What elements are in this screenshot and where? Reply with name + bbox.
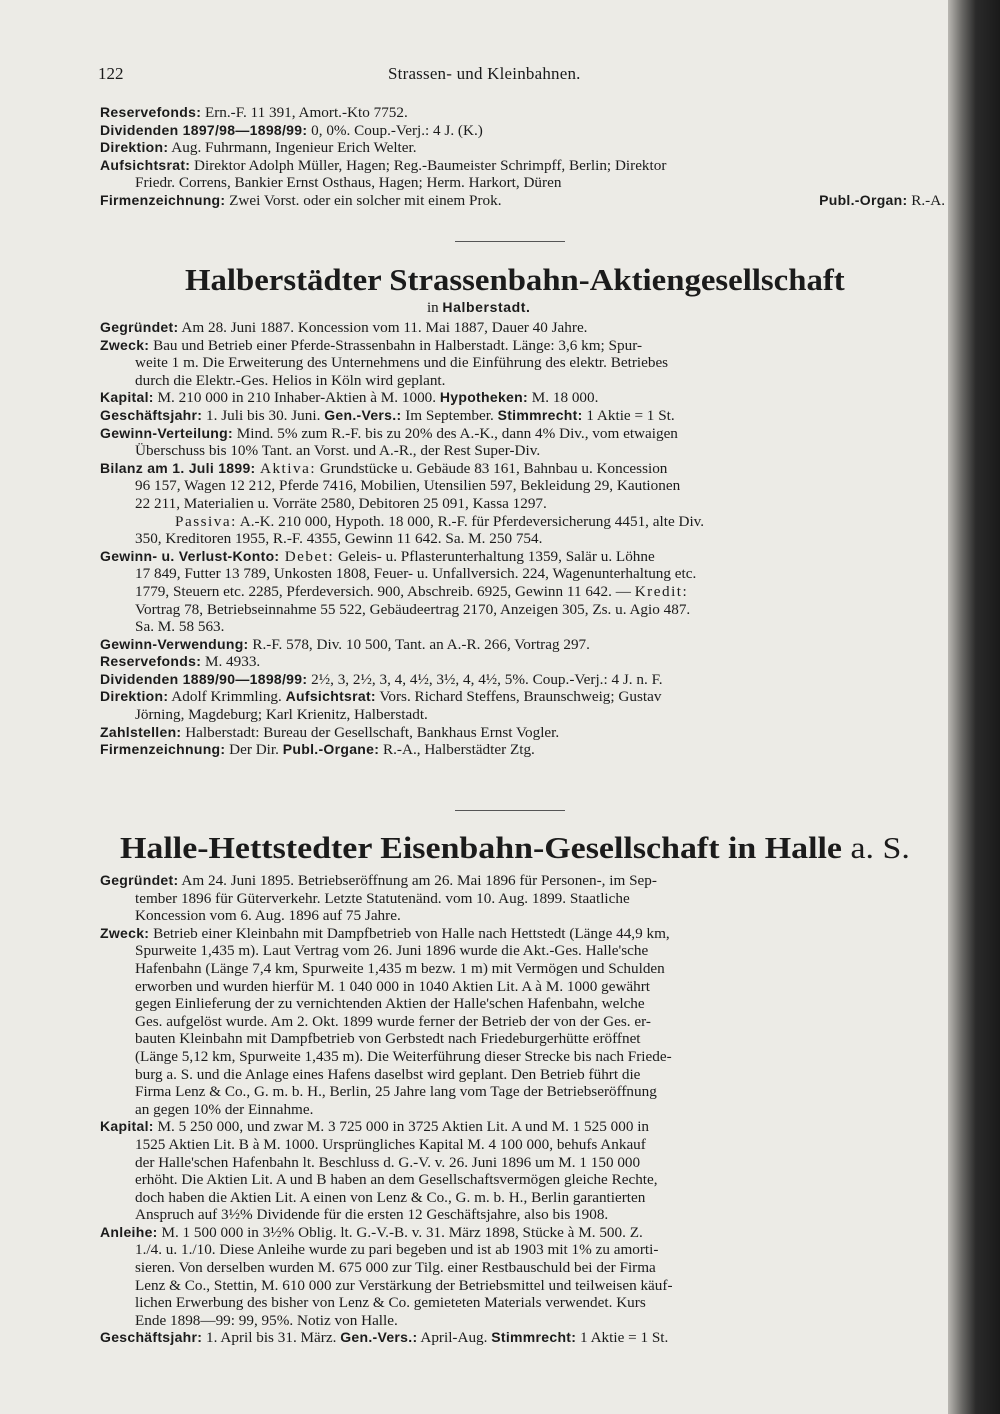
field-text: sieren. Von derselben wurden M. 675 000 zur Tilg. einer Restbauschuld bei der Firma (135, 1259, 656, 1277)
page-edge-shadow (948, 0, 1000, 1414)
field-text: M. 1 500 000 in 3½% Oblig. lt. G.-V.-B. v. 31. März 1898, Stücke à M. 500. Z. (157, 1223, 643, 1241)
text-line (100, 960, 945, 978)
field-label: Gen.-Vers.: (324, 406, 402, 423)
field-text: Koncession vom 6. Aug. 1896 auf 75 Jahre. (135, 907, 401, 925)
field-text: lichen Erwerbung des bisher von Lenz & Co. gemieteten Materials verwendet. Kurs (135, 1294, 646, 1312)
text-line (100, 907, 945, 925)
field-text: M. 5 250 000, und zwar M. 3 725 000 in 3725 Aktien Lit. A und M. 1 525 000 in (153, 1118, 650, 1136)
text-line (100, 1224, 945, 1242)
field-label: Kapital: (100, 1118, 154, 1135)
spaced-heading: Passiva: (175, 512, 237, 530)
field-text: weite 1 m. Die Erweiterung des Unternehmens und die Einführung des elektr. Betriebes (135, 354, 669, 372)
text-line (100, 890, 945, 908)
field-text: Firma Lenz & Co., G. m. b. H., Berlin, 25 Jahre lang vom Tage der Betriebseröffnung (135, 1083, 657, 1101)
text-line (100, 1083, 945, 1101)
company-title-text: Halberstädter Strassenbahn-Aktiengesellschaft (185, 262, 845, 297)
right-aligned-group (819, 192, 945, 210)
field-label: Firmenzeichnung: (100, 741, 226, 758)
field-text: Direktor Adolph Müller, Hagen; Reg.-Baumeister Schrimpff, Berlin; Direktor (190, 156, 667, 174)
field-text: Friedr. Correns, Bankier Ernst Osthaus, Hagen; Herm. Harkort, Düren (135, 174, 562, 192)
text-line (100, 1189, 945, 1207)
field-text: A.-K. 210 000, Hypoth. 18 000, R.-F. für Pferdeversicherung 4451, alte Div. (236, 512, 705, 530)
field-label: Zweck: (100, 924, 150, 941)
field-text: 1. Juli bis 30. Juni. (202, 406, 325, 424)
field-text: Betrieb einer Kleinbahn mit Dampfbetrieb von Halle nach Hettstedt (Länge 44,9 km, (149, 924, 670, 942)
company-title-halle-hettstedt (120, 830, 910, 866)
field-label: Publ.-Organe: (282, 741, 380, 758)
text-line (100, 1136, 945, 1154)
text-line (100, 1206, 945, 1224)
field-text: an gegen 10% der Einnahme. (135, 1100, 314, 1118)
text-line (100, 1294, 945, 1312)
section-divider (455, 241, 565, 242)
text-line (100, 565, 945, 583)
field-text: Spurweite 1,435 m). Laut Vertrag vom 26. Juni 1896 wurde die Akt.-Ges. Halle'sche (135, 942, 649, 960)
field-text: erhöht. Die Aktien Lit. A und B haben an dem Gesellschaftsvermögen gleiche Rechte, (135, 1171, 658, 1189)
field-text: Jörning, Magdeburg; Karl Krienitz, Halberstadt. (135, 706, 428, 724)
text-line (100, 724, 945, 742)
text-line (100, 1171, 945, 1189)
company-title-text: Halle-Hettstedter Eisenbahn-Gesellschaft in Halle (120, 830, 842, 865)
text-line (100, 513, 945, 531)
field-label: Direktion: (100, 139, 169, 156)
text-line (100, 1101, 945, 1119)
field-label: Geschäftsjahr: (100, 1329, 203, 1346)
text-line (100, 688, 945, 706)
field-label: Reservefonds: (100, 653, 202, 670)
field-label: Geschäftsjahr: (100, 406, 203, 423)
field-text: 22 211, Materialien u. Vorräte 2580, Debitoren 25 091, Kassa 1297. (135, 494, 547, 512)
text-line (100, 354, 945, 372)
field-text: R.-A., Halberstädter Ztg. (379, 741, 535, 759)
field-text: Vors. Richard Steffens, Braunschweig; Gustav (375, 688, 662, 706)
spaced-heading: Kredit: (634, 582, 689, 600)
field-text: doch haben die Aktien Lit. A einen von Lenz & Co., G. m. b. H., Berlin garantierten (135, 1188, 646, 1206)
field-text: gegen Einlieferung der zu vernichtenden Aktien der Halle'schen Hafenbahn, welche (135, 995, 645, 1013)
text-line (100, 442, 945, 460)
field-text: 96 157, Wagen 12 212, Pferde 7416, Mobilien, Utensilien 597, Bekleidung 29, Kautionen (135, 477, 681, 495)
field-text: M. 18 000. (527, 389, 599, 407)
text-line (100, 1241, 945, 1259)
field-text: Ern.-F. 11 391, Amort.-Kto 7752. (201, 104, 408, 121)
spaced-heading: Aktiva: (255, 459, 317, 477)
field-text: R.-A. (907, 191, 945, 209)
field-text: 1. April bis 31. März. (202, 1329, 341, 1347)
field-text: durch die Elektr.-Ges. Helios in Köln wird geplant. (135, 371, 446, 389)
text-line (100, 872, 945, 890)
field-label: Kapital: (100, 389, 154, 406)
location-city: Halberstadt. (442, 299, 531, 315)
company-details-halberstadt (100, 319, 945, 759)
text-line (100, 636, 945, 654)
field-text: M. 210 000 in 210 Inhaber-Aktien à M. 1000. (153, 389, 440, 407)
text-line (100, 174, 945, 192)
text-line (100, 1118, 945, 1136)
page-number: 122 (98, 64, 124, 83)
field-label: Reservefonds: (100, 104, 202, 120)
field-text: Anspruch auf 3½% Dividende für die ersten 12 Geschäftsjahre, also bis 1908. (135, 1206, 609, 1224)
field-text: Zwei Vorst. oder ein solcher mit einem Prok. (225, 191, 502, 209)
field-text: 1525 Aktien Lit. B à M. 1000. Ursprüngliches Kapital M. 4 100 000, behufs Ankauf (135, 1135, 646, 1153)
field-text: M. 4933. (201, 653, 261, 671)
text-line (100, 1329, 945, 1347)
field-text: erworben und wurden hierfür M. 1 040 000 in 1040 Aktien Lit. A à M. 1000 gewährt (135, 977, 651, 995)
field-text: Grundstücke u. Gebäude 83 161, Bahnbau u. Koncession (316, 459, 668, 477)
field-label: Gegründet: (100, 872, 179, 888)
field-text: tember 1896 für Güterverkehr. Letzte Statutenänd. vom 10. Aug. 1899. Staatliche (135, 889, 630, 907)
page-header (98, 64, 948, 88)
field-label: Dividenden 1897/98—1898/99: (100, 121, 308, 138)
text-line (100, 530, 945, 548)
text-line (100, 741, 945, 759)
field-label: Aufsichtsrat: (100, 156, 191, 173)
company-title-suffix: a. S. (850, 830, 910, 865)
text-line (100, 407, 945, 425)
text-line (100, 1013, 945, 1031)
location-prefix: in (427, 300, 439, 316)
text-line (100, 372, 945, 390)
text-line (100, 389, 945, 407)
text-line (100, 653, 945, 671)
field-text: Im September. (401, 406, 498, 424)
field-text: Sa. M. 58 563. (135, 618, 225, 636)
text-line (100, 925, 945, 943)
field-label: Anleihe: (100, 1223, 158, 1240)
field-label: Gewinn-Verwendung: (100, 635, 249, 652)
field-text: Überschuss bis 10% Tant. an Vorst. und A.-R., der Rest Super-Div. (135, 442, 541, 460)
field-text: Am 24. Juni 1895. Betriebseröffnung am 26. Mai 1896 für Personen-, im Sep- (178, 872, 657, 889)
field-label: Zahlstellen: (100, 723, 182, 740)
text-line (100, 942, 945, 960)
field-label: Bilanz am 1. Juli 1899: (100, 459, 256, 476)
section-divider (455, 810, 565, 811)
text-line (100, 995, 945, 1013)
field-label: Firmenzeichnung: (100, 191, 226, 208)
field-text: der Halle'schen Hafenbahn lt. Beschluss d. G.-V. v. 26. Juni 1896 um M. 1 150 000 (135, 1153, 641, 1171)
field-text: 1 Aktie = 1 St. (576, 1329, 669, 1347)
field-label: Aufsichtsrat: (285, 688, 376, 705)
company-details-halle-hettstedt (100, 872, 945, 1347)
field-text: Geleis- u. Pflasterunterhaltung 1359, Salär u. Löhne (334, 547, 655, 565)
text-line (100, 548, 945, 566)
field-text: Vortrag 78, Betriebseinnahme 55 522, Gebäudeertrag 2170, Anzeigen 305, Zs. u. Agio 487. (135, 600, 691, 618)
text-line (100, 1277, 945, 1295)
field-text: 1./4. u. 1./10. Diese Anleihe wurde zu pari begeben und ist ab 1903 mit 1% zu amorti- (135, 1241, 659, 1259)
field-text: 1779, Steuern etc. 2285, Pferdeversich. 900, Abschreib. 6925, Gewinn 11 642. — (135, 582, 635, 600)
company-location (427, 299, 531, 317)
field-label: Zweck: (100, 336, 150, 353)
text-line (100, 671, 945, 689)
field-text: April-Aug. (417, 1329, 492, 1347)
text-line (100, 601, 945, 619)
text-line (100, 706, 945, 724)
field-text: Bau und Betrieb einer Pferde-Strassenbahn in Halberstadt. Länge: 3,6 km; Spur- (149, 336, 643, 354)
field-text: Hafenbahn (Länge 7,4 km, Spurweite 1,435 m bezw. 1 m) mit Vermögen und Schulden (135, 959, 665, 977)
field-text: 17 849, Futter 13 789, Unkosten 1808, Feuer- u. Unfallversich. 224, Wagenunterhaltung etc. (135, 565, 697, 583)
text-line (100, 337, 945, 355)
field-text: Der Dir. (225, 741, 283, 759)
field-text: R.-F. 578, Div. 10 500, Tant. an A.-R. 266, Vortrag 297. (248, 635, 590, 653)
text-line (100, 1259, 945, 1277)
text-line (100, 157, 945, 175)
field-label: Hypotheken: (439, 389, 528, 406)
field-label: Gen.-Vers.: (340, 1329, 418, 1346)
text-line (100, 1154, 945, 1172)
text-line (100, 425, 945, 443)
field-label: Stimmrecht: (497, 406, 583, 423)
field-label: Publ.-Organ: (819, 191, 908, 208)
field-text: 2½, 3, 2½, 3, 4, 4½, 3½, 4, 4½, 5%. Coup.-Verj.: 4 J. n. F. (307, 670, 663, 688)
field-text: 350, Kreditoren 1955, R.-F. 4355, Gewinn 11 642. Sa. M. 250 754. (135, 530, 543, 548)
company-title-halberstadt (185, 262, 845, 298)
text-line (100, 460, 945, 478)
field-text: Lenz & Co., Stettin, M. 610 000 zur Verstärkung der Betriebsmittel und teilweisen käuf- (135, 1276, 673, 1294)
text-line (100, 1048, 945, 1066)
text-line (100, 319, 945, 337)
text-line (100, 495, 945, 513)
text-line (100, 122, 945, 140)
text-line (100, 618, 945, 636)
text-line (100, 192, 945, 210)
field-label: Dividenden 1889/90—1898/99: (100, 670, 308, 687)
field-text: Adolf Krimmling. (168, 688, 286, 706)
field-text: bauten Kleinbahn mit Dampfbetrieb von Gerbstedt nach Friedeburgerhütte eröffnet (135, 1030, 641, 1048)
field-text: Ende 1898—99: 99, 95%. Notiz von Halle. (135, 1311, 398, 1329)
text-line (100, 978, 945, 996)
field-label: Gewinn-Verteilung: (100, 424, 233, 441)
field-label: Gegründet: (100, 319, 179, 335)
field-text: Halberstadt: Bureau der Gesellschaft, Bankhaus Ernst Vogler. (181, 723, 560, 741)
text-line (100, 139, 945, 157)
field-text: Mind. 5% zum R.-F. bis zu 20% des A.-K., dann 4% Div., vom etwaigen (232, 424, 678, 442)
field-label: Direktion: (100, 688, 169, 705)
field-label: Stimmrecht: (491, 1329, 577, 1346)
field-text: 0, 0%. Coup.-Verj.: 4 J. (K.) (307, 121, 483, 139)
text-line (100, 1066, 945, 1084)
field-text: burg a. S. und die Anlage eines Hafens daselbst wird geplant. Den Betrieb führt die (135, 1065, 641, 1083)
text-line (100, 1030, 945, 1048)
previous-company-tail (100, 104, 945, 210)
spaced-heading: Debet: (279, 547, 335, 565)
field-text: (Länge 5,12 km, Spurweite 1,435 m). Die Weiterführung dieser Strecke bis nach Friede- (135, 1047, 672, 1065)
text-line (100, 1312, 945, 1330)
field-text: Am 28. Juni 1887. Koncession vom 11. Mai 1887, Dauer 40 Jahre. (178, 319, 588, 336)
field-text: Ges. aufgelöst wurde. Am 2. Okt. 1899 wurde ferner der Betrieb der von der Ges. er- (135, 1012, 651, 1030)
field-text: Aug. Fuhrmann, Ingenieur Erich Welter. (168, 139, 417, 157)
text-line (100, 583, 945, 601)
text-line (100, 104, 945, 122)
field-label: Gewinn- u. Verlust-Konto: (100, 547, 280, 564)
field-text: 1 Aktie = 1 St. (582, 406, 675, 424)
running-title: Strassen- und Kleinbahnen. (388, 64, 581, 83)
text-line (100, 477, 945, 495)
